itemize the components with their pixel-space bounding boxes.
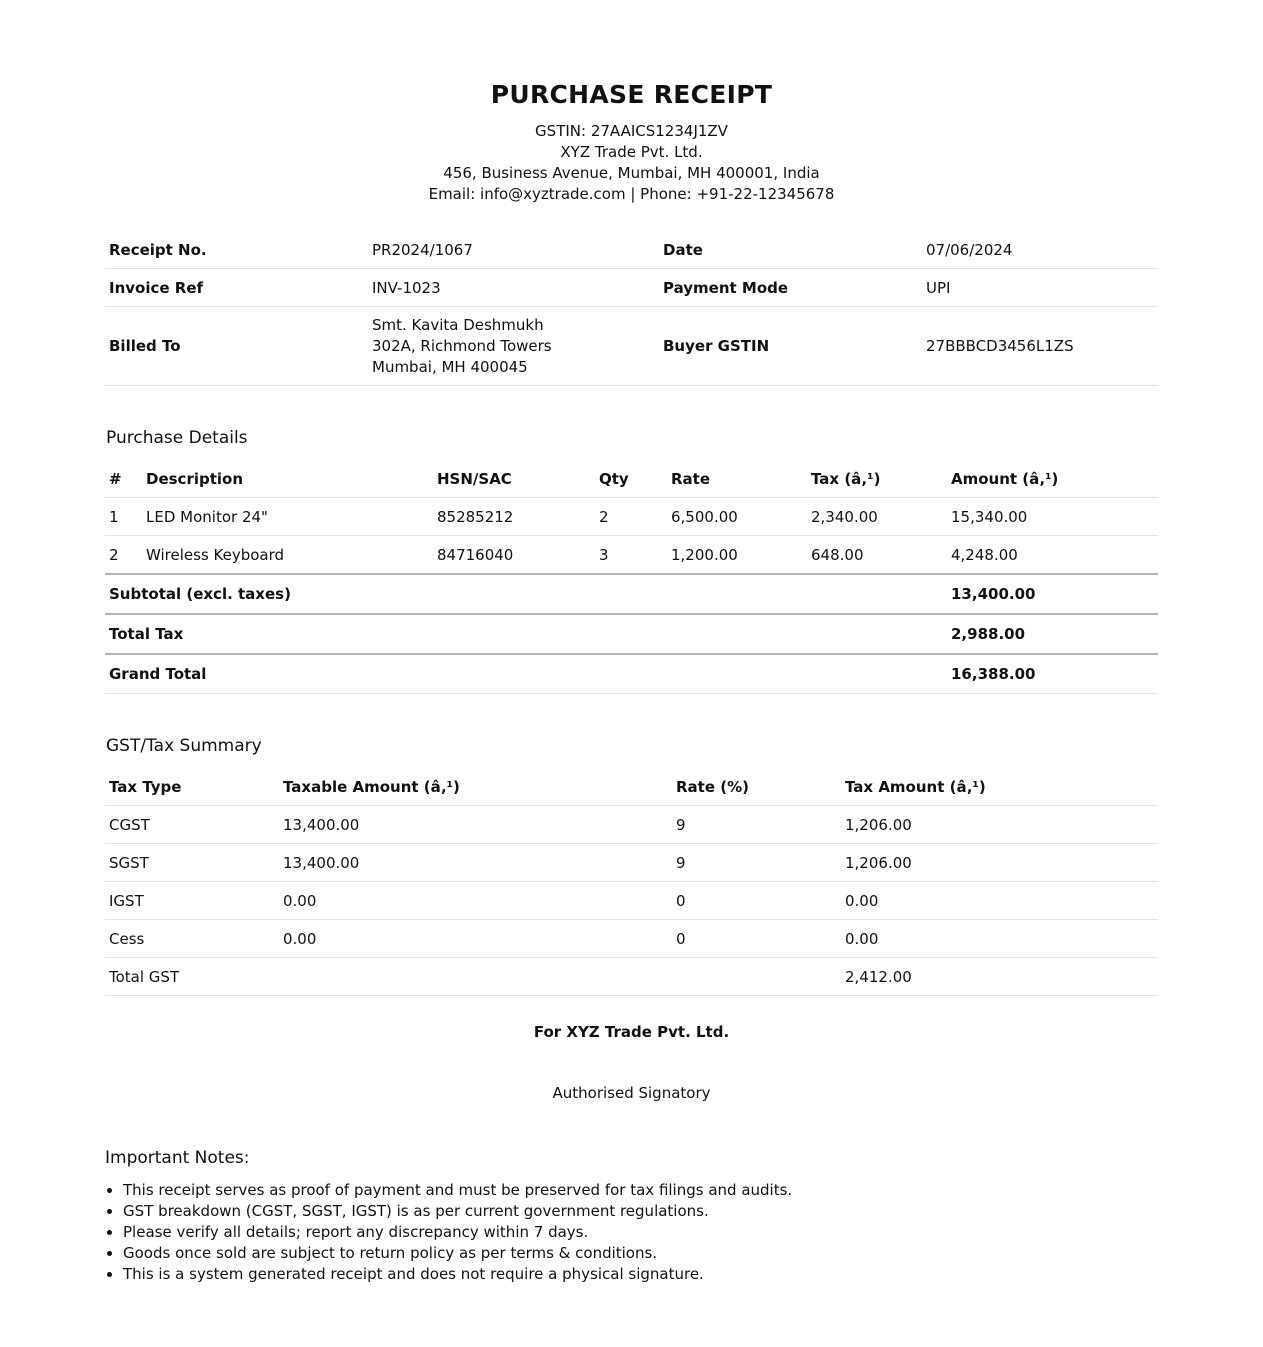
receipt-no-value: PR2024/1067: [368, 231, 659, 269]
empty-cell: [279, 958, 672, 996]
total-gst-value: 2,412.00: [841, 958, 1158, 996]
table-row: [105, 882, 1158, 920]
list-item: • Goods once sold are subject to return policy as per terms & conditions.: [123, 1243, 1158, 1264]
grand-total-row: [105, 654, 1158, 694]
purchase-items-table: [105, 460, 1158, 694]
col-header-hsn: HSN/SAC: [433, 460, 595, 498]
tax-type: CGST: [105, 806, 279, 844]
col-header-number: #: [105, 460, 142, 498]
grand-total-label: Grand Total: [105, 654, 947, 694]
col-header-rate-percent: Rate (%): [672, 768, 841, 806]
tax-rate: 9: [672, 844, 841, 882]
document-title: PURCHASE RECEIPT: [490, 80, 773, 109]
col-header-tax-type: Tax Type: [105, 768, 279, 806]
list-item: • This receipt serves as proof of payment and must be preserved for tax filings and audits.: [123, 1180, 1158, 1201]
item-qty: 2: [595, 498, 667, 536]
total-gst-row: [105, 958, 1158, 996]
gst-summary-title: GST/Tax Summary: [106, 736, 262, 756]
table-header-row: [105, 768, 1158, 806]
notes-title: Important Notes:: [105, 1148, 250, 1168]
item-tax: 648.00: [807, 536, 947, 575]
item-qty: 3: [595, 536, 667, 575]
subtotal-row: [105, 574, 1158, 614]
total-tax-label: Total Tax: [105, 614, 947, 654]
total-tax-row: [105, 614, 1158, 654]
grand-total-value: 16,388.00: [947, 654, 1158, 694]
table-header-row: [105, 460, 1158, 498]
col-header-amount: Amount (â‚¹): [947, 460, 1158, 498]
col-header-rate: Rate: [667, 460, 807, 498]
notes-list: [105, 1180, 1158, 1285]
signature-block: [105, 1022, 1158, 1104]
tax-amount: 1,206.00: [841, 806, 1158, 844]
billed-to-value: [368, 307, 659, 386]
authorised-signatory: Authorised Signatory: [552, 1084, 711, 1102]
invoice-ref-label: Invoice Ref: [105, 269, 368, 307]
table-row: [105, 844, 1158, 882]
col-header-taxable-amount: Taxable Amount (â‚¹): [279, 768, 672, 806]
receipt-no-label: Receipt No.: [105, 231, 368, 269]
company-address: 456, Business Avenue, Mumbai, MH 400001, India: [443, 164, 820, 182]
receipt-header: [105, 78, 1158, 205]
taxable-amount: 13,400.00: [279, 806, 672, 844]
col-header-tax: Tax (â‚¹): [807, 460, 947, 498]
item-number: 1: [105, 498, 142, 536]
col-header-tax-amount: Tax Amount (â‚¹): [841, 768, 1158, 806]
item-hsn: 85285212: [433, 498, 595, 536]
table-row: [105, 498, 1158, 536]
gst-summary-table: [105, 768, 1158, 996]
payment-mode-label: Payment Mode: [659, 269, 922, 307]
list-item: • Please verify all details; report any discrepancy within 7 days.: [123, 1222, 1158, 1243]
taxable-amount: 0.00: [279, 920, 672, 958]
subtotal-value: 13,400.00: [947, 574, 1158, 614]
item-hsn: 84716040: [433, 536, 595, 575]
tax-type: Cess: [105, 920, 279, 958]
tax-type: SGST: [105, 844, 279, 882]
buyer-gstin-value: 27BBBCD3456L1ZS: [922, 307, 1158, 386]
item-tax: 2,340.00: [807, 498, 947, 536]
for-company: For XYZ Trade Pvt. Ltd.: [533, 1023, 730, 1041]
table-row: [105, 536, 1158, 575]
item-amount: 4,248.00: [947, 536, 1158, 575]
seller-gstin: GSTIN: 27AAICS1234J1ZV: [535, 122, 728, 140]
table-row: [105, 806, 1158, 844]
tax-rate: 0: [672, 882, 841, 920]
item-amount: 15,340.00: [947, 498, 1158, 536]
meta-row: [105, 269, 1158, 307]
subtotal-label: Subtotal (excl. taxes): [105, 574, 947, 614]
total-gst-label: Total GST: [105, 958, 279, 996]
taxable-amount: 0.00: [279, 882, 672, 920]
empty-cell: [672, 958, 841, 996]
tax-amount: 1,206.00: [841, 844, 1158, 882]
date-label: Date: [659, 231, 922, 269]
buyer-gstin-label: Buyer GSTIN: [659, 307, 922, 386]
tax-amount: 0.00: [841, 920, 1158, 958]
billed-to-address-line: 302A, Richmond Towers: [372, 336, 552, 355]
payment-mode-value: UPI: [922, 269, 1158, 307]
tax-type: IGST: [105, 882, 279, 920]
item-number: 2: [105, 536, 142, 575]
billed-to-city: Mumbai, MH 400045: [372, 357, 528, 376]
company-contact: Email: info@xyztrade.com | Phone: +91-22-12345678: [428, 185, 835, 203]
col-header-description: Description: [142, 460, 433, 498]
tax-amount: 0.00: [841, 882, 1158, 920]
item-description: Wireless Keyboard: [142, 536, 433, 575]
item-rate: 6,500.00: [667, 498, 807, 536]
total-tax-value: 2,988.00: [947, 614, 1158, 654]
col-header-qty: Qty: [595, 460, 667, 498]
list-item: • This is a system generated receipt and does not require a physical signature.: [123, 1264, 1158, 1285]
invoice-ref-value: INV-1023: [368, 269, 659, 307]
purchase-details-title: Purchase Details: [106, 428, 248, 448]
item-description: LED Monitor 24": [142, 498, 433, 536]
billed-to-label: Billed To: [105, 307, 368, 386]
taxable-amount: 13,400.00: [279, 844, 672, 882]
billed-to-name: Smt. Kavita Deshmukh: [372, 315, 544, 334]
list-item: • GST breakdown (CGST, SGST, IGST) is as per current government regulations.: [123, 1201, 1158, 1222]
table-row: [105, 920, 1158, 958]
tax-rate: 9: [672, 806, 841, 844]
date-value: 07/06/2024: [922, 231, 1158, 269]
item-rate: 1,200.00: [667, 536, 807, 575]
company-name: XYZ Trade Pvt. Ltd.: [560, 143, 703, 161]
meta-row: [105, 231, 1158, 269]
receipt-meta-table: [105, 231, 1158, 386]
purchase-receipt: [105, 0, 1158, 1285]
tax-rate: 0: [672, 920, 841, 958]
meta-row: [105, 307, 1158, 386]
